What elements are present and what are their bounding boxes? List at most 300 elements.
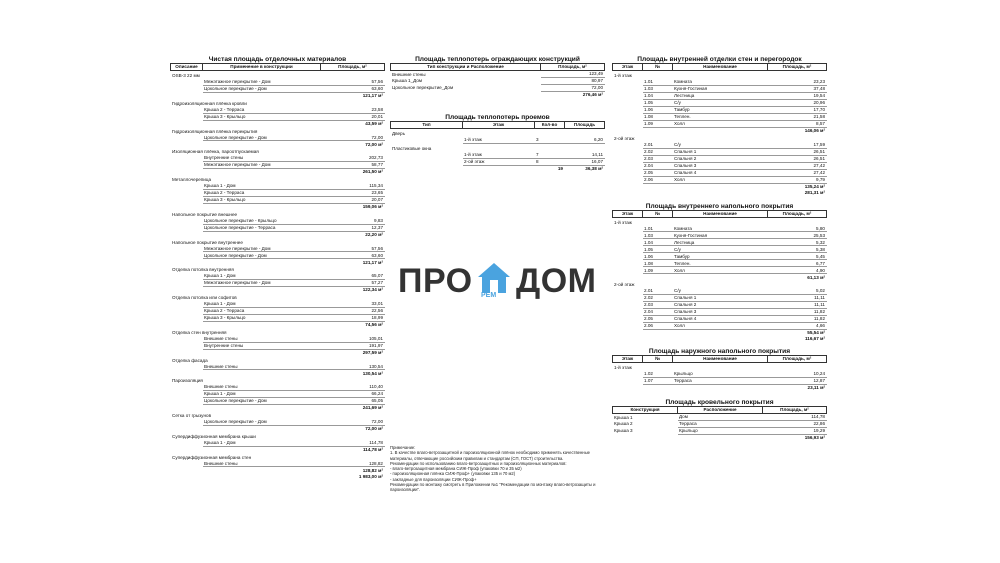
table-cell: Цокольное перекрытие - Крыльцо bbox=[203, 218, 321, 225]
table-cell: 281,31 м² bbox=[804, 189, 825, 195]
column-header: Этаж bbox=[613, 210, 643, 217]
table-cell: 63,60 bbox=[321, 252, 385, 259]
table-cell: 3 bbox=[535, 137, 565, 144]
table-cell: 2.03 bbox=[643, 302, 673, 309]
group-row bbox=[171, 376, 385, 384]
table-cell: 9,79 bbox=[768, 176, 827, 183]
table-cell: 23,23 bbox=[768, 79, 827, 86]
table-row bbox=[171, 162, 385, 169]
table-cell: 19,54 bbox=[768, 92, 827, 99]
table-cell bbox=[613, 295, 643, 302]
note-line: Примечание: bbox=[390, 445, 416, 450]
total-value: 156,93 м² bbox=[804, 435, 825, 441]
table-cell: 1.06 bbox=[643, 253, 673, 260]
table-cell: 2.04 bbox=[643, 309, 673, 316]
table-cell: 2.01 bbox=[643, 142, 673, 149]
table-cell: Терраса bbox=[678, 421, 763, 428]
table-cell: Спальня 2 bbox=[673, 155, 768, 162]
note-line: 1. В качестве влаго-ветрозащитной и пароизоляционной плёнок необходимо применять качественные материалы, отвечающие российским правилам и стандартам (СП, ГОСТ) строительства. bbox=[390, 450, 590, 461]
table-cell: Крыша 3 bbox=[614, 428, 633, 434]
table-cell: 1.01 bbox=[643, 79, 673, 86]
group-row bbox=[171, 453, 385, 461]
total-value: 276,46 м² bbox=[582, 92, 603, 98]
table-row bbox=[391, 85, 605, 92]
table-cell bbox=[203, 473, 321, 479]
table-cell: 80,97 bbox=[541, 78, 605, 85]
column-header: Площадь, м² bbox=[541, 64, 605, 71]
column-header: Конструкция bbox=[613, 407, 678, 414]
table-cell: Цокольное перекрытие - Дом bbox=[203, 85, 321, 92]
table-cell: 57,56 bbox=[321, 245, 385, 252]
column-header: Этаж bbox=[613, 356, 643, 363]
group-label: Дверь bbox=[392, 131, 406, 137]
table-cell: Межэтажное перекрытие - Дом bbox=[203, 79, 321, 86]
table-cell bbox=[171, 224, 203, 231]
table-cell: 25,53 bbox=[768, 232, 827, 239]
envelope-title: Площадь теплопотерь ограждающих конструкций bbox=[415, 56, 580, 63]
table-cell: 2.04 bbox=[643, 162, 673, 169]
table-cell: 11,82 bbox=[768, 316, 827, 323]
table-cell: Межэтажное перекрытие - Дом bbox=[203, 162, 321, 169]
group-row bbox=[171, 293, 385, 301]
column-header: Площадь, м² bbox=[768, 64, 827, 71]
group-label: Супердиффузионная мембрана крыши bbox=[172, 433, 256, 439]
group-label: Пластиковые окна bbox=[392, 145, 432, 151]
table-cell: Межэтажное перекрытие - Дом bbox=[203, 245, 321, 252]
table-row bbox=[171, 85, 385, 92]
table-cell bbox=[171, 189, 203, 196]
table-cell bbox=[673, 190, 768, 196]
note-line: - закладные для пароизоляции СИЖ-Проф+ bbox=[390, 476, 477, 482]
table-cell: 110,40 bbox=[321, 384, 385, 391]
table-row bbox=[613, 162, 827, 169]
table-row bbox=[613, 414, 827, 421]
table-cell: Спальня 1 bbox=[673, 295, 768, 302]
table-cell: Комната bbox=[673, 225, 768, 232]
note-line: - влаго-ветрозащитная мембрана СИЖ-Проф (упаковки 70 и 35 м2) bbox=[390, 466, 522, 471]
table-cell: 241,69 м² bbox=[362, 405, 383, 411]
table-cell: Межэтажное перекрытие - Дом bbox=[203, 280, 321, 287]
table-cell: 2-ой этаж bbox=[463, 158, 535, 165]
table-cell: Крыша 1 bbox=[614, 414, 633, 420]
interior-walls-title: Площадь внутренней отделки стен и перегородок bbox=[637, 56, 802, 63]
table-cell: Кухня-Гостиная bbox=[673, 85, 768, 92]
table-cell bbox=[613, 190, 643, 196]
interior-walls-table bbox=[612, 63, 827, 196]
group-row bbox=[171, 238, 385, 246]
subtotal-row bbox=[391, 165, 605, 172]
group-label: Пароизоляция bbox=[172, 378, 203, 384]
table-cell: Цокольное перекрытие_Дом bbox=[392, 85, 454, 91]
interior-floor-title: Площадь внутреннего напольного покрытия bbox=[645, 202, 794, 210]
table-cell bbox=[613, 378, 643, 385]
table-cell: 22,86 bbox=[763, 421, 827, 428]
table-cell: 297,59 м² bbox=[362, 349, 383, 355]
table-cell bbox=[613, 106, 643, 113]
table-cell: 4,90 bbox=[768, 267, 827, 274]
table-row bbox=[613, 120, 827, 127]
table-cell: 58,77 bbox=[321, 162, 385, 169]
table-cell: 57,56 bbox=[321, 79, 385, 86]
group-label: Супердиффузионная мембрана стен bbox=[172, 454, 252, 460]
table-cell: 8 bbox=[535, 158, 565, 165]
table-row bbox=[171, 196, 385, 203]
table-cell: 2.06 bbox=[643, 323, 673, 330]
table-cell: Цокольное перекрытие - Дом bbox=[203, 398, 321, 405]
column-header: Площадь, м² bbox=[768, 356, 827, 363]
table-cell: Тамбур bbox=[673, 106, 768, 113]
table-cell: Внешние стены bbox=[203, 336, 321, 343]
group-row bbox=[613, 280, 827, 288]
table-row bbox=[613, 378, 827, 385]
table-cell: 1.08 bbox=[643, 260, 673, 267]
table-cell: Лестница bbox=[673, 92, 768, 99]
table-row bbox=[391, 158, 605, 165]
table-row bbox=[613, 148, 827, 155]
column-header: Описание bbox=[171, 64, 203, 71]
table-cell: 27,42 bbox=[768, 169, 827, 176]
table-row bbox=[613, 85, 827, 92]
table-cell: 5,45 bbox=[768, 253, 827, 260]
table-cell: 72,00 м² bbox=[365, 141, 383, 147]
table-row bbox=[613, 106, 827, 113]
table-cell: 23,11 м² bbox=[807, 385, 825, 391]
table-cell: Внешние стены bbox=[203, 460, 321, 467]
table-row bbox=[171, 342, 385, 349]
table-cell: 63,60 bbox=[321, 85, 385, 92]
group-label: Отделка фасада bbox=[172, 357, 208, 363]
table-cell bbox=[171, 473, 203, 479]
table-cell bbox=[613, 309, 643, 316]
table-cell: 23,58 bbox=[321, 107, 385, 114]
table-cell bbox=[673, 385, 768, 392]
table-cell: 14,11 bbox=[565, 152, 605, 159]
table-cell: 2.02 bbox=[643, 295, 673, 302]
column-header: № bbox=[643, 64, 673, 71]
group-row bbox=[171, 356, 385, 364]
table-cell: 11,82 bbox=[768, 309, 827, 316]
table-cell: 9,83 bbox=[321, 218, 385, 225]
column-header: Наименование bbox=[673, 210, 768, 217]
group-row bbox=[171, 328, 385, 336]
table-cell: Крыша 3 - Крыльцо bbox=[203, 113, 321, 120]
subtotal-row bbox=[171, 473, 385, 479]
table-cell: Спальня 1 bbox=[673, 148, 768, 155]
table-cell: 1.07 bbox=[643, 378, 673, 385]
table-cell bbox=[613, 113, 643, 120]
table-cell: Спальня 4 bbox=[673, 169, 768, 176]
column-header: Кол-во bbox=[535, 122, 565, 129]
table-cell: 114,78 bbox=[763, 414, 827, 421]
table-cell bbox=[613, 316, 643, 323]
table-cell: 5,38 bbox=[768, 246, 827, 253]
table-cell: 114,78 м² bbox=[362, 446, 383, 452]
table-cell bbox=[391, 165, 463, 172]
table-cell: 114,78 bbox=[321, 440, 385, 447]
table-cell bbox=[613, 267, 643, 274]
table-cell: 72,00 м² bbox=[365, 426, 383, 432]
table-row bbox=[171, 307, 385, 314]
column-header: Наименование bbox=[673, 64, 768, 71]
subtotal-row bbox=[613, 336, 827, 342]
table-cell: Цокольное перекрытие - Дом bbox=[203, 252, 321, 259]
table-cell: Спальня 3 bbox=[673, 162, 768, 169]
table-cell: С/у bbox=[673, 99, 768, 106]
table-cell: Внутренние стены bbox=[203, 155, 321, 162]
table-cell: 5,32 bbox=[768, 239, 827, 246]
table-cell: 1.02 bbox=[643, 371, 673, 378]
table-cell: 1.05 bbox=[643, 246, 673, 253]
group-row bbox=[391, 129, 605, 137]
table-cell: 65,07 bbox=[321, 273, 385, 280]
group-label: 2-ой этаж bbox=[614, 282, 635, 288]
logo-sub-text: РЕМ bbox=[481, 292, 497, 299]
table-cell: 10,24 bbox=[768, 371, 827, 378]
group-label: OSB-3 22 мм bbox=[172, 73, 200, 79]
table-cell: 57,27 bbox=[321, 280, 385, 287]
table-cell bbox=[391, 158, 463, 165]
table-cell: 12,87 bbox=[768, 378, 827, 385]
table-cell: Цокольное перекрытие - Терраса bbox=[203, 224, 321, 231]
note-line: Рекомендации по использованию влаго-ветрозащитных и пароизоляционных материалов: bbox=[390, 460, 567, 466]
table-cell: 20,96 bbox=[768, 99, 827, 106]
table-cell bbox=[171, 162, 203, 169]
table-cell bbox=[613, 155, 643, 162]
table-row bbox=[613, 92, 827, 99]
table-cell: 74,56 м² bbox=[365, 322, 383, 328]
table-cell: 122,34 м² bbox=[362, 287, 383, 293]
group-row bbox=[171, 147, 385, 155]
table-row bbox=[613, 316, 827, 323]
table-cell: 8,57 bbox=[768, 120, 827, 127]
table-cell: 261,50 м² bbox=[362, 169, 383, 175]
table-cell: 26,51 bbox=[768, 148, 827, 155]
table-cell: Терраса bbox=[673, 378, 768, 385]
column-header: Наименование bbox=[673, 356, 768, 363]
table-row bbox=[171, 113, 385, 120]
table-cell: Холл bbox=[673, 176, 768, 183]
logo-text-dom: ДОМ bbox=[516, 262, 597, 300]
column-header: Площадь, м² bbox=[321, 64, 385, 71]
table-cell bbox=[171, 196, 203, 203]
table-cell: С/у bbox=[673, 246, 768, 253]
table-row bbox=[613, 232, 827, 239]
table-cell: Крыша 3 - Крыльцо bbox=[203, 314, 321, 321]
table-cell: 72,00 bbox=[321, 134, 385, 141]
exterior-floor-title: Площадь наружного напольного покрытия bbox=[648, 348, 791, 356]
column-header: Тип конструкции и Расположение bbox=[391, 64, 541, 71]
table-row bbox=[613, 99, 827, 106]
note-line: - пароизоляционная плёнка СИЖ-Проф+ (упаковки 135 и 70 м2) bbox=[390, 471, 516, 477]
table-cell bbox=[613, 232, 643, 239]
table-row bbox=[613, 295, 827, 302]
table-cell: 2.05 bbox=[643, 316, 673, 323]
table-cell bbox=[613, 336, 643, 342]
table-cell: Лестница bbox=[673, 239, 768, 246]
table-cell: Внешние стены bbox=[392, 71, 426, 77]
table-cell: Кухня-Гостиная bbox=[673, 232, 768, 239]
table-cell: 121,17 м² bbox=[362, 93, 383, 99]
table-cell bbox=[613, 85, 643, 92]
table-cell: 43,59 м² bbox=[365, 120, 383, 126]
table-cell: 22,56 bbox=[321, 307, 385, 314]
table-cell: 5,80 bbox=[768, 225, 827, 232]
table-row bbox=[613, 421, 827, 428]
table-cell: 36,38 м² bbox=[585, 165, 603, 171]
table-cell: 1.09 bbox=[643, 267, 673, 274]
table-cell: 66,24 bbox=[321, 391, 385, 398]
column-header: Расположение bbox=[678, 407, 763, 414]
group-row bbox=[391, 143, 605, 151]
table-cell: 65,05 bbox=[321, 398, 385, 405]
roof-title: Площадь кровельного покрытия bbox=[665, 399, 774, 407]
table-cell bbox=[643, 336, 673, 342]
group-label: 1-й этаж bbox=[614, 73, 632, 79]
table-cell bbox=[613, 246, 643, 253]
group-row bbox=[171, 432, 385, 440]
table-cell: Холл bbox=[673, 323, 768, 330]
table-cell: 26,51 bbox=[768, 155, 827, 162]
table-cell: Цокольное перекрытие - Дом bbox=[203, 134, 321, 141]
table-cell: 6,77 bbox=[768, 260, 827, 267]
group-label: Отделка потолка или софитов bbox=[172, 295, 237, 301]
table-cell bbox=[463, 165, 535, 172]
table-cell: 5,02 bbox=[768, 288, 827, 295]
table-cell bbox=[613, 260, 643, 267]
table-cell: 123,49 bbox=[541, 71, 605, 78]
table-row bbox=[171, 280, 385, 287]
table-cell: 1.03 bbox=[643, 85, 673, 92]
table-cell: 2.03 bbox=[643, 155, 673, 162]
table-cell bbox=[613, 323, 643, 330]
table-cell: Крыша 3 - Крыльцо bbox=[203, 196, 321, 203]
table-cell: Крыша 1 - Дом bbox=[203, 183, 321, 190]
table-cell: 146,06 м² bbox=[804, 128, 825, 134]
table-cell: С/у bbox=[673, 142, 768, 149]
group-row bbox=[171, 127, 385, 135]
table-cell: 1.09 bbox=[643, 120, 673, 127]
table-row bbox=[613, 239, 827, 246]
table-cell: 33,01 bbox=[321, 301, 385, 308]
group-label: Напольное покрытие внутреннее bbox=[172, 239, 243, 245]
right-section bbox=[612, 56, 827, 441]
column-header: Площадь, м² bbox=[768, 210, 827, 217]
table-cell: 191,97 bbox=[321, 342, 385, 349]
roof-table bbox=[612, 406, 827, 441]
envelope-table bbox=[390, 63, 605, 98]
logo-text-pro: ПРО bbox=[398, 262, 473, 300]
table-cell bbox=[613, 176, 643, 183]
table-cell: 2.01 bbox=[643, 288, 673, 295]
column-header: Этаж bbox=[613, 64, 643, 71]
table-cell: 23,65 bbox=[321, 189, 385, 196]
group-label: Гидроизоляционная плёнка кровли bbox=[172, 100, 247, 106]
table-row bbox=[613, 246, 827, 253]
table-cell: Крыша 1 - Дом bbox=[203, 391, 321, 398]
table-cell: 159,06 м² bbox=[362, 204, 383, 210]
table-cell: 72,00 bbox=[541, 85, 605, 92]
total-row bbox=[391, 92, 605, 99]
table-cell: Крыша 1_Дом bbox=[392, 78, 423, 84]
table-cell bbox=[171, 113, 203, 120]
table-cell: Крыша 1 - Дом bbox=[203, 440, 321, 447]
table-cell: Холл bbox=[673, 120, 768, 127]
group-label: Гидроизоляционная плёнка перекрытия bbox=[172, 128, 258, 134]
table-cell bbox=[171, 342, 203, 349]
table-row bbox=[613, 113, 827, 120]
table-cell bbox=[171, 398, 203, 405]
table-cell: Тамбур bbox=[673, 253, 768, 260]
table-cell bbox=[171, 314, 203, 321]
table-cell: 72,00 bbox=[321, 419, 385, 426]
table-cell: 19 bbox=[557, 165, 563, 171]
subtotal-row bbox=[613, 385, 827, 392]
column-header: Площадь bbox=[565, 122, 605, 129]
table-cell bbox=[171, 391, 203, 398]
openings-title: Площадь теплопотерь проемов bbox=[445, 114, 550, 122]
table-cell: Цокольное перекрытие - Дом bbox=[203, 419, 321, 426]
prodom-logo bbox=[390, 258, 620, 308]
subtotal-row bbox=[613, 190, 827, 196]
table-cell: 55,54 м² bbox=[807, 330, 825, 336]
table-cell: 1.04 bbox=[643, 239, 673, 246]
interior-floor-table bbox=[612, 210, 827, 343]
table-cell: 1-й этаж bbox=[463, 137, 535, 144]
table-cell: Крыша 2 - Терраса bbox=[203, 189, 321, 196]
table-cell: Крыльцо bbox=[673, 371, 768, 378]
exterior-floor-table bbox=[612, 355, 827, 391]
note-line: Рекомендации по монтажу смотреть в Приложении №1 "Рекомендации по монтажу влаго-ветрозащиты и пароизоляции". bbox=[390, 481, 596, 492]
table-row bbox=[613, 428, 827, 435]
table-cell: 18,99 bbox=[321, 314, 385, 321]
table-cell: 6,20 bbox=[565, 137, 605, 144]
group-row bbox=[171, 411, 385, 419]
table-row bbox=[171, 314, 385, 321]
table-cell: Крыша 2 - Терраса bbox=[203, 307, 321, 314]
table-row bbox=[613, 309, 827, 316]
table-row bbox=[613, 169, 827, 176]
table-cell: 2.06 bbox=[643, 176, 673, 183]
finish-materials-title: Чистая площадь отделочных материалов bbox=[208, 56, 347, 63]
table-cell bbox=[171, 307, 203, 314]
table-cell: Дом bbox=[678, 414, 763, 421]
table-cell: 12,37 bbox=[321, 224, 385, 231]
group-label: Напольное покрытие внешнее bbox=[172, 211, 238, 217]
group-row bbox=[613, 363, 827, 371]
table-cell: Крыша 2 bbox=[614, 421, 633, 427]
table-cell bbox=[643, 190, 673, 196]
table-cell: 17,70 bbox=[768, 106, 827, 113]
group-row bbox=[613, 134, 827, 142]
table-row bbox=[171, 391, 385, 398]
table-cell: 1.05 bbox=[643, 99, 673, 106]
table-cell: 1.03 bbox=[643, 232, 673, 239]
table-cell: 1.06 bbox=[643, 106, 673, 113]
table-row bbox=[613, 302, 827, 309]
finish-materials-table bbox=[170, 63, 385, 479]
group-row bbox=[171, 265, 385, 273]
group-row bbox=[171, 210, 385, 218]
table-row bbox=[171, 398, 385, 405]
table-cell bbox=[673, 336, 768, 342]
table-cell bbox=[613, 162, 643, 169]
table-cell: 11,11 bbox=[768, 295, 827, 302]
table-cell: 1 983,00 м² bbox=[358, 473, 383, 479]
table-cell: 1.04 bbox=[643, 92, 673, 99]
table-cell bbox=[171, 252, 203, 259]
table-cell bbox=[613, 148, 643, 155]
table-cell: 22,20 м² bbox=[365, 231, 383, 237]
